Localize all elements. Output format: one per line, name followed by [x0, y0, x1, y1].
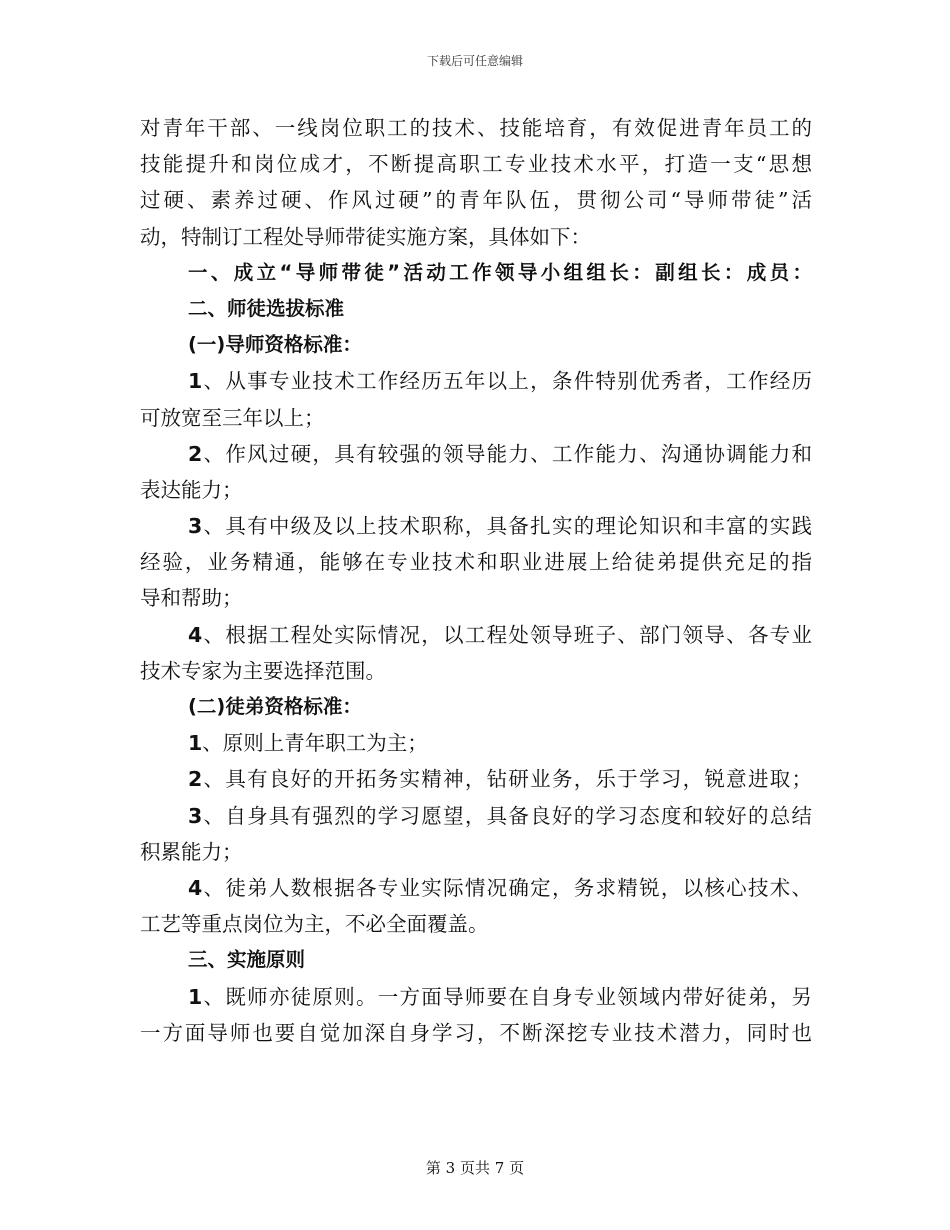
- page-header: 下载后可任意编辑: [426, 54, 523, 68]
- list-number: 4: [188, 622, 203, 647]
- list-number: 2: [188, 441, 203, 466]
- paragraph-line: 表达能力；: [140, 477, 243, 502]
- subsection-heading-mentor: (一)导师资格标准：: [188, 333, 362, 357]
- list-item: [140, 508, 812, 544]
- list-number: 1: [188, 369, 203, 394]
- page-footer: 第 3 页共 7 页: [425, 1159, 525, 1177]
- list-item: [140, 617, 812, 653]
- paragraph-line: 对青年干部、一线岗位职工的技术、技能培育，有效促进青年员工的: [140, 116, 812, 140]
- list-item-text: 、原则上青年职工为主；: [202, 731, 428, 756]
- list-item: [140, 725, 812, 761]
- list-number: 1: [188, 984, 203, 1009]
- list-item-text: 、徒弟人数根据各专业实际情况确定，务求精锐，以核心技术、: [202, 875, 812, 900]
- paragraph-line: 技能提升和岗位成才，不断提高职工专业技术水平，打造一支“思想: [140, 152, 812, 177]
- list-number: 3: [188, 514, 203, 539]
- list-number: 2: [188, 767, 203, 792]
- paragraph-line: 动，特制订工程处导师带徒实施方案，具体如下：: [140, 224, 591, 249]
- list-item-text: 、具有良好的开拓务实精神，钻研业务，乐于学习，锐意进取；: [202, 767, 812, 792]
- list-item: [140, 870, 812, 906]
- list-item: [140, 979, 812, 1015]
- section-heading-3: 三、实施原则: [188, 948, 306, 972]
- document-body: [140, 110, 812, 1051]
- paragraph-line: 积累能力；: [140, 839, 243, 864]
- paragraph-line: 过硬、素养过硬、作风过硬”的青年队伍，贯彻公司“导师带徒”活: [140, 188, 812, 213]
- list-item-text: 、具有中级及以上技术职称，具备扎实的理论知识和丰富的实践: [202, 514, 812, 539]
- list-item-text: 、既师亦徒原则。一方面导师要在自身专业领域内带好徒弟，另: [202, 984, 812, 1009]
- paragraph-line: 经验，业务精通，能够在专业技术和职业进展上给徒弟提供充足的指: [140, 550, 812, 575]
- section-heading-1: 一、成立“导师带徒”活动工作领导小组组长：副组长：成员：: [188, 260, 812, 284]
- list-item: [140, 363, 812, 399]
- subsection-heading-apprentice: (二)徒弟资格标准：: [188, 695, 362, 718]
- paragraph-line: 可放宽至三年以上；: [140, 405, 325, 430]
- list-number: 1: [188, 731, 203, 756]
- list-item: [140, 436, 812, 472]
- paragraph-line: 工艺等重点岗位为主，不必全面覆盖。: [140, 912, 489, 937]
- paragraph-line: 技术专家为主要选择范围。: [140, 658, 386, 683]
- list-item-text: 、作风过硬，具有较强的领导能力、工作能力、沟通协调能力和: [202, 441, 812, 466]
- list-item-text: 、根据工程处实际情况，以工程处领导班子、部门领导、各专业: [202, 622, 812, 647]
- list-number: 3: [188, 803, 203, 828]
- list-item: [140, 761, 812, 797]
- paragraph-line: 导和帮助；: [140, 586, 243, 611]
- list-number: 4: [188, 875, 203, 900]
- list-item-text: 、从事专业技术工作经历五年以上，条件特别优秀者，工作经历: [202, 369, 812, 394]
- section-heading-2: 二、师徒选拔标准: [188, 296, 345, 320]
- paragraph-line: 一方面导师也要自觉加深自身学习，不断深挖专业技术潜力，同时也: [140, 1020, 812, 1045]
- list-item-text: 、自身具有强烈的学习愿望，具备良好的学习态度和较好的总结: [202, 803, 812, 828]
- list-item: [140, 798, 812, 834]
